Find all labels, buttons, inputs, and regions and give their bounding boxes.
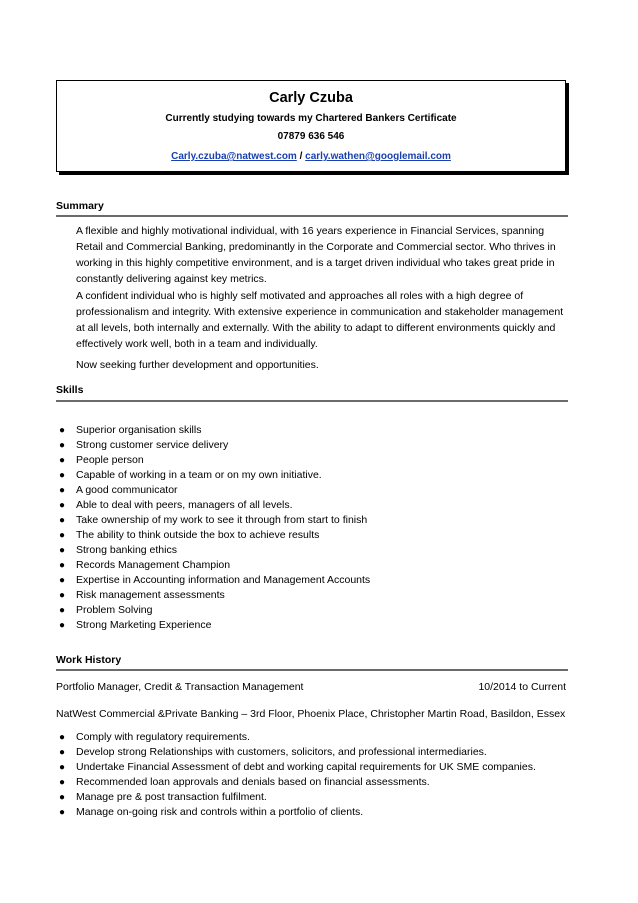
email-line xyxy=(57,151,565,162)
list-item: ● Strong Marketing Experience xyxy=(59,619,212,631)
phone-number: 07879 636 546 xyxy=(277,131,345,142)
list-item: ● Superior organisation skills xyxy=(59,424,202,436)
summary-paragraph-3: Now seeking further development and opportunities. xyxy=(76,359,319,371)
bullet-icon: ● xyxy=(59,620,66,631)
bullet-icon: ● xyxy=(59,792,66,803)
skills-heading: Skills xyxy=(56,384,84,396)
job-dates: 10/2014 to Current xyxy=(478,681,566,693)
list-item: ● Strong customer service delivery xyxy=(59,439,229,451)
summary-paragraph-1: A flexible and highly motivational individual, with 16 years experience in Financial Services, spanning Retail and Commercial Banking, predominantly in the Corporate and Commercial sector. Who thrives in working in this highly competitive environment, and is a target driven individual who takes great pride in constantly delivering against key metrics. xyxy=(76,225,556,285)
bullet-icon: ● xyxy=(59,560,66,571)
job-title: Portfolio Manager, Credit & Transaction Management xyxy=(56,681,304,693)
list-item: ● Able to deal with peers, managers of all levels. xyxy=(59,499,293,511)
summary-paragraph-2: A confident individual who is highly self motivated and approaches all roles with a high degree of professionalism and integrity. With extensive experience in communication and stakeholder management at all levels, both internally and externally. With the ability to adapt to different environments quickly and effectively work well, both in a team and individually. xyxy=(76,290,564,350)
list-item: ● Recommended loan approvals and denials based on financial assessments. xyxy=(59,776,430,788)
list-item: ● The ability to think outside the box to achieve results xyxy=(59,529,320,541)
skills-list xyxy=(56,423,568,633)
email-separator: / xyxy=(296,151,306,162)
bullet-icon: ● xyxy=(59,515,66,526)
bullet-icon: ● xyxy=(59,455,66,466)
candidate-subtitle: Currently studying towards my Chartered Bankers Certificate xyxy=(165,113,457,124)
bullet-icon: ● xyxy=(59,485,66,496)
bullet-icon: ● xyxy=(59,470,66,481)
list-item: ● Manage on-going risk and controls within a portfolio of clients. xyxy=(59,806,364,818)
list-item: ● Strong banking ethics xyxy=(59,544,177,556)
summary-divider xyxy=(56,215,568,217)
bullet-icon: ● xyxy=(59,590,66,601)
bullet-icon: ● xyxy=(59,807,66,818)
personal-email-link[interactable]: carly.wathen@googlemail.com xyxy=(305,151,451,162)
list-item: ● Comply with regulatory requirements. xyxy=(59,731,250,743)
skills-divider xyxy=(56,400,568,402)
employer-line: NatWest Commercial &Private Banking – 3rd Floor, Phoenix Place, Christopher Martin Road, Basildon, Essex xyxy=(56,708,566,720)
list-item: ● Take ownership of my work to see it through from start to finish xyxy=(59,514,368,526)
work-history-divider xyxy=(56,669,568,671)
duties-list xyxy=(56,730,568,820)
summary-heading: Summary xyxy=(56,200,104,212)
list-item: ● Records Management Champion xyxy=(59,559,231,571)
list-item: ● Develop strong Relationships with customers, solicitors, and professional intermediaries. xyxy=(59,746,487,758)
bullet-icon: ● xyxy=(59,440,66,451)
bullet-icon: ● xyxy=(59,500,66,511)
bullet-icon: ● xyxy=(59,605,66,616)
list-item: ● Risk management assessments xyxy=(59,589,225,601)
list-item: ● Problem Solving xyxy=(59,604,153,616)
bullet-icon: ● xyxy=(59,425,66,436)
candidate-name: Carly Czuba xyxy=(269,90,353,106)
contact-header-box xyxy=(56,80,566,172)
list-item: ● Expertise in Accounting information and Management Accounts xyxy=(59,574,371,586)
list-item: ● People person xyxy=(59,454,144,466)
bullet-icon: ● xyxy=(59,530,66,541)
list-item: ● Capable of working in a team or on my own initiative. xyxy=(59,469,322,481)
bullet-icon: ● xyxy=(59,777,66,788)
bullet-icon: ● xyxy=(59,732,66,743)
work-history-heading: Work History xyxy=(56,654,122,666)
list-item: ● Manage pre & post transaction fulfilment. xyxy=(59,791,267,803)
bullet-icon: ● xyxy=(59,545,66,556)
bullet-icon: ● xyxy=(59,575,66,586)
work-email-link[interactable]: Carly.czuba@natwest.com xyxy=(171,151,297,162)
list-item: ● A good communicator xyxy=(59,484,178,496)
list-item: ● Undertake Financial Assessment of debt and working capital requirements for UK SME companies. xyxy=(59,761,536,773)
bullet-icon: ● xyxy=(59,762,66,773)
bullet-icon: ● xyxy=(59,747,66,758)
